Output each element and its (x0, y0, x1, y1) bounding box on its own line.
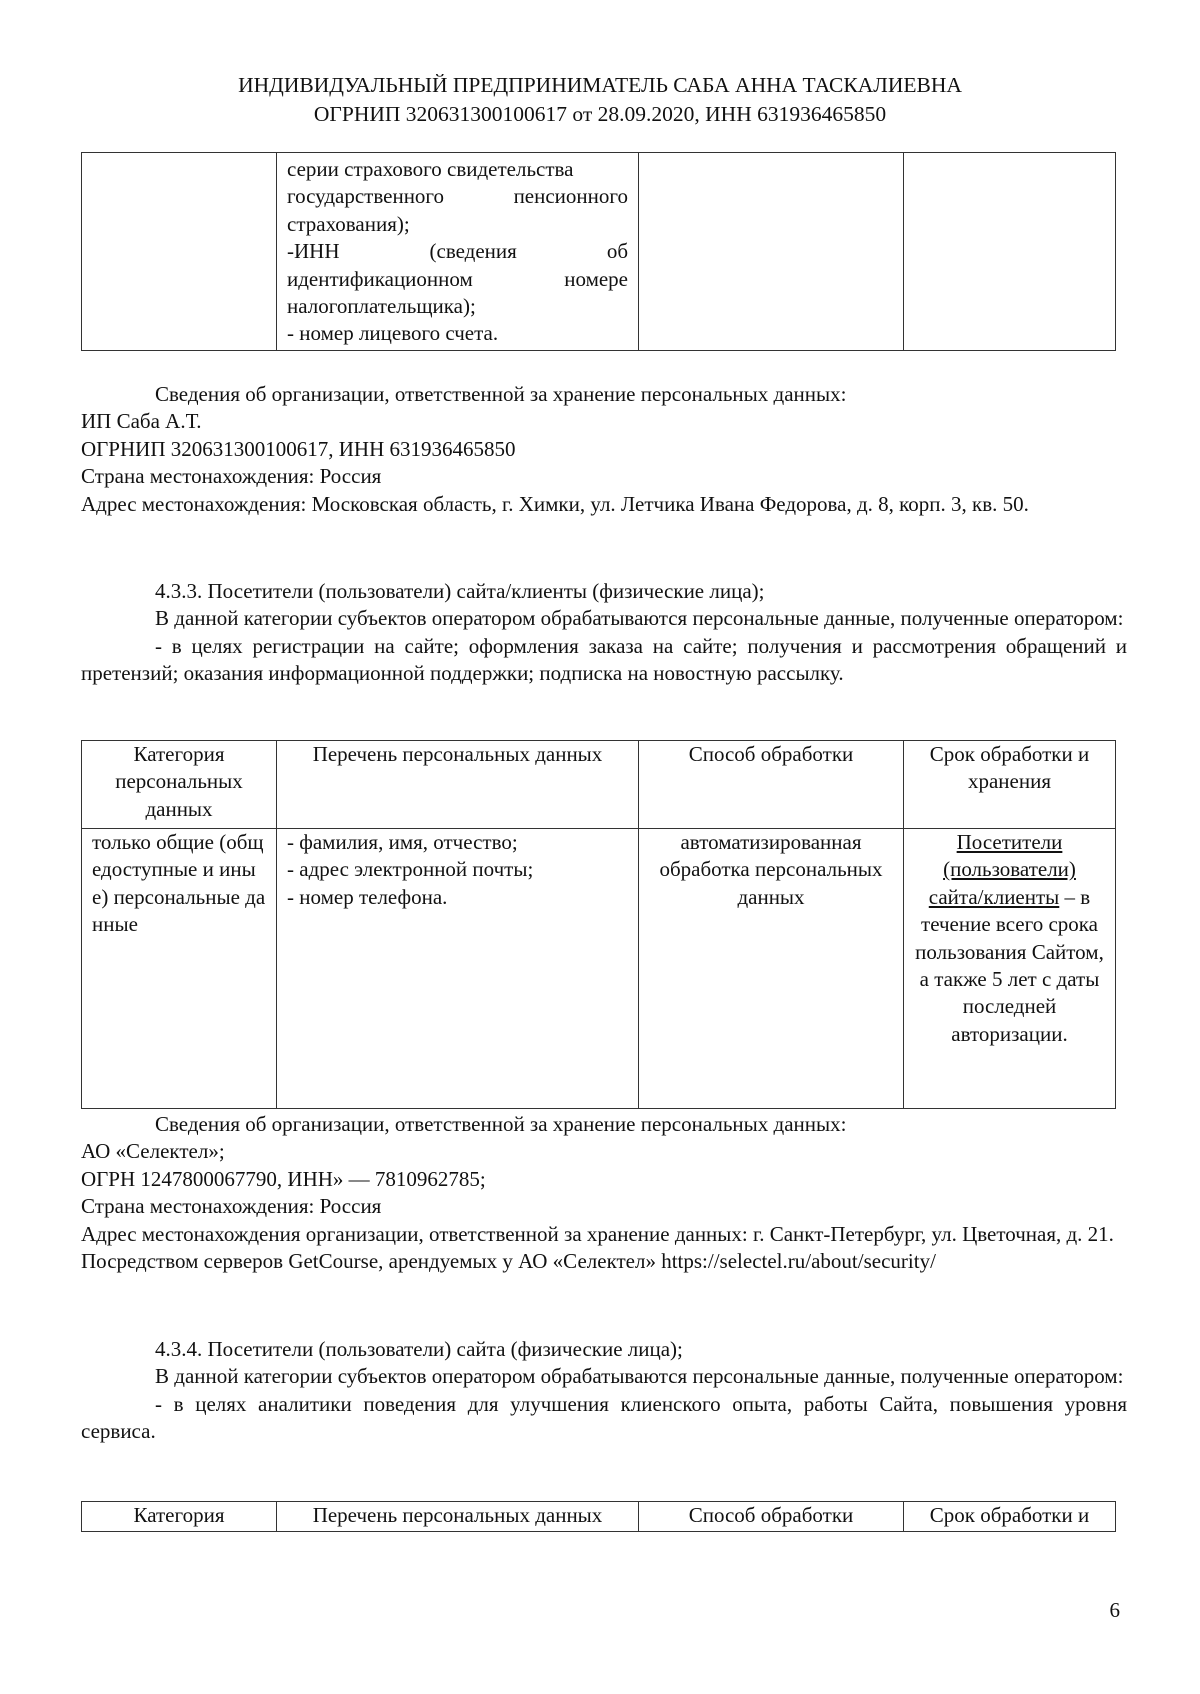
org-intro: Сведения об организации, ответственной за хранение персональных данных: (155, 382, 847, 406)
table-row (82, 829, 1116, 1109)
table-cell (904, 153, 1116, 351)
org-name: АО «Селектел»; (81, 1139, 225, 1164)
cell-line: - номер лицевого счета. (287, 321, 499, 346)
analytics-data-table (81, 1501, 1116, 1532)
table-cell-data-list (277, 153, 639, 351)
cell-line: государственного пенсионного (287, 184, 628, 209)
table-continuation (81, 152, 1116, 351)
table-header-cell: Перечень персональных данных (277, 741, 639, 829)
list-item: - номер телефона. (287, 884, 448, 909)
list-item: - адрес электронной почты; (287, 857, 534, 882)
org-ids: ОГРН 1247800067790, ИНН» — 7810962785; (81, 1166, 486, 1191)
section-heading: 4.3.3. Посетители (пользователи) сайта/клиенты (физические лица); (155, 579, 765, 603)
table-header-cell: Категория (82, 1502, 277, 1532)
personal-data-table (81, 740, 1116, 1109)
section-heading: 4.3.4. Посетители (пользователи) сайта (физические лица); (155, 1337, 683, 1361)
org-ids: ОГРНИП 320631300100617, ИНН 631936465850 (81, 436, 516, 461)
org-country: Страна местонахождения: Россия (81, 1194, 382, 1219)
cell-line: серии страхового свидетельства (287, 157, 574, 181)
header-registration: ОГРНИП 320631300100617 от 28.09.2020, ИНН 631936465850 (313, 102, 887, 126)
org-name: ИП Саба А.Т. (81, 409, 202, 434)
table-header-row (82, 741, 1116, 829)
header-title: ИНДИВИДУАЛЬНЫЙ ПРЕДПРИНИМАТЕЛЬ САБА АННА ТАСКАЛИЕВНА (238, 73, 962, 97)
list-item: - фамилия, имя, отчество; (287, 830, 518, 854)
org-country: Страна местонахождения: Россия (81, 464, 382, 489)
page-number: 6 (1109, 1598, 1120, 1622)
term-subject: Посетители (пользователи) сайта/клиенты (928, 830, 1076, 909)
term-period: – в течение всего срока пользования Сайтом, а также 5 лет с даты последней авторизации. (915, 884, 1104, 1046)
org-address: Адрес местонахождения: Московская область, г. Химки, ул. Летчика Ивана Федорова, д. 8, корп. 3, кв. 50. (81, 491, 1029, 516)
table-header-cell: Категория персональных данных (82, 741, 277, 829)
table-cell-category: только общие (общедоступные и иные) персональные данные (82, 829, 277, 1109)
table-cell-method: автоматизированная обработка персональных данных (639, 829, 904, 1109)
table-header-cell: Способ обработки (639, 1502, 904, 1532)
org-intro: Сведения об организации, ответственной за хранение персональных данных: (155, 1112, 847, 1136)
table-header-cell: Срок обработки и хранения (904, 741, 1116, 829)
section-4-3-4 (81, 1336, 1127, 1446)
table-header-cell: Срок обработки и (904, 1502, 1116, 1532)
cell-line: идентификационном номере (287, 266, 628, 291)
table-cell-list (277, 829, 639, 1109)
table-header-row (82, 1502, 1116, 1532)
table-row (82, 153, 1116, 351)
org-info-block-1 (81, 381, 1127, 518)
org-address: Адрес местонахождения организации, ответственной за хранение данных: г. Санкт-Петербург, ул. Цветочная, д. 21. (81, 1221, 1114, 1246)
org-servers: Посредством серверов GetCourse, арендуемых у АО «Селектел» https://selectel.ru/about/security/ (81, 1249, 936, 1274)
table-cell (639, 153, 904, 351)
table-header-cell: Перечень персональных данных (277, 1502, 639, 1532)
org-info-block-2 (81, 1111, 1127, 1275)
cell-line: -ИНН (сведения об (287, 239, 628, 264)
table-cell-term (904, 829, 1116, 1109)
table-cell (82, 153, 277, 351)
table-header-cell: Способ обработки (639, 741, 904, 829)
section-paragraph: - в целях регистрации на сайте; оформления заказа на сайте; получения и рассмотрения обращений и претензий; оказания информационной поддержки; подписка на новостную рассылку. (81, 633, 1127, 686)
section-paragraph: - в целях аналитики поведения для улучшения клиенского опыта, работы Сайта, повышения уровня сервиса. (81, 1391, 1127, 1444)
section-4-3-3 (81, 578, 1127, 688)
section-paragraph: В данной категории субъектов оператором обрабатываются персональные данные, полученные оператором: (155, 1364, 1124, 1389)
cell-line: страхования); (287, 211, 410, 236)
section-paragraph: В данной категории субъектов оператором обрабатываются персональные данные, полученные оператором: (155, 606, 1124, 631)
cell-line: налогоплательщика); (287, 294, 476, 319)
